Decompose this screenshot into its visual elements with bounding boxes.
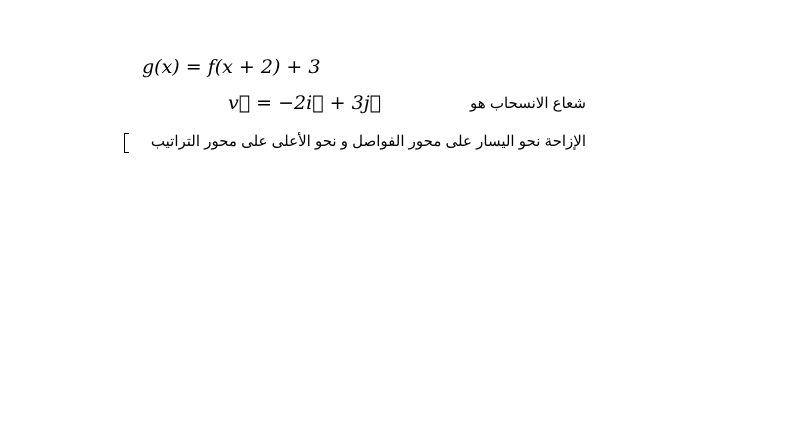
function-equation: g(x) = f(x + 2) + 3 (142, 56, 321, 78)
translation-description: الإزاحة نحو اليسار على محور الفواصل و نحو الأعلى على محور التراتيب (150, 133, 586, 150)
vector-equation: v⃗ = −2i⃗ + 3j⃗ (228, 92, 382, 114)
vector-label: شعاع الانسحاب هو (470, 95, 586, 112)
text-cursor (124, 133, 127, 153)
